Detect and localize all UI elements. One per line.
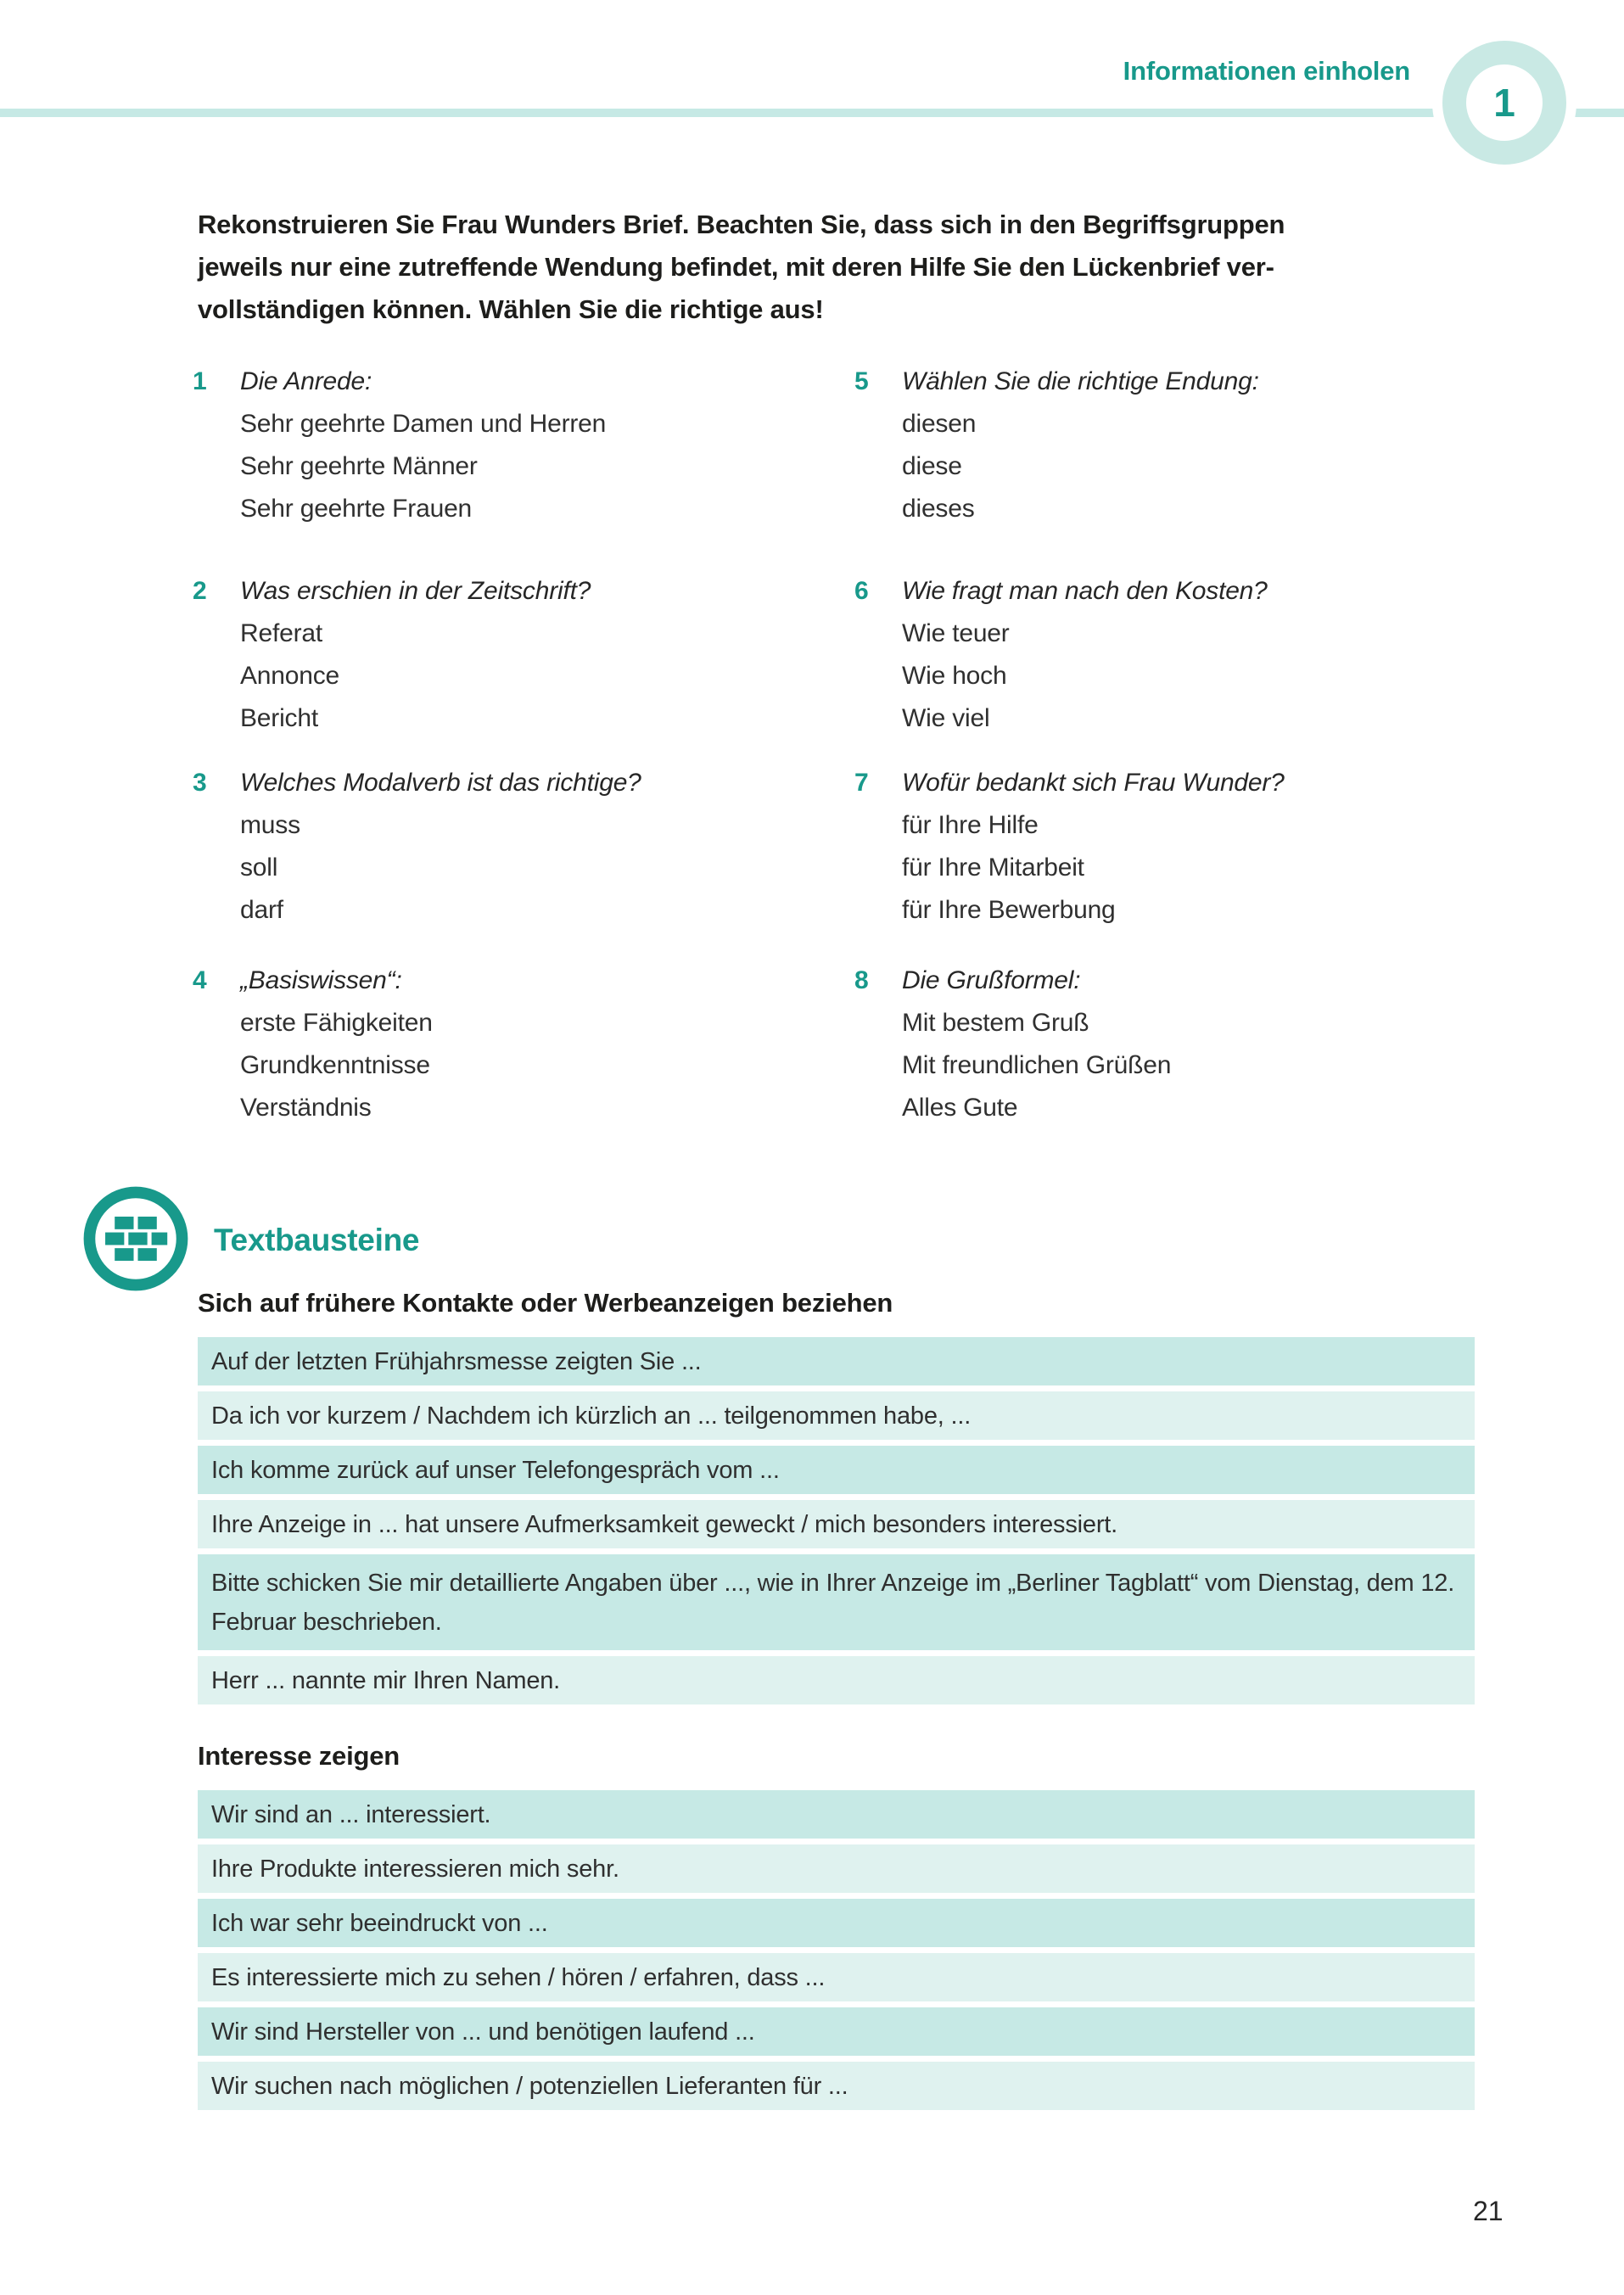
- task-instruction: [198, 204, 1504, 331]
- item-question: Wie fragt man nach den Kosten?: [902, 577, 1268, 605]
- item-option: dieses: [902, 495, 975, 523]
- item-question: „Basiswissen“:: [240, 966, 402, 994]
- item-option: Mit bestem Gruß: [902, 1009, 1089, 1037]
- phrase-row: Herr ... nannte mir Ihren Namen.: [198, 1656, 1475, 1704]
- item-question: Welches Modalverb ist das richtige?: [240, 769, 641, 797]
- item-option: Sehr geehrte Damen und Herren: [240, 410, 607, 438]
- item-number: 7: [854, 769, 869, 797]
- phrase-row: Es interessierte mich zu sehen / hören / erfahren, dass ...: [198, 1953, 1475, 2001]
- chapter-number-badge: [1442, 41, 1566, 165]
- item-number: 8: [854, 966, 869, 994]
- item-option: erste Fähigkeiten: [240, 1009, 433, 1037]
- phrase-row: Ich war sehr beeindruckt von ...: [198, 1899, 1475, 1947]
- exercise-item-7: [854, 762, 1285, 932]
- exercise-item-2: [193, 570, 591, 740]
- item-number: 4: [193, 966, 207, 994]
- header-band: [0, 109, 1624, 117]
- item-body: [240, 762, 641, 932]
- item-option: Wie viel: [902, 704, 990, 732]
- item-option: diese: [902, 452, 962, 480]
- phrase-row: Bitte schicken Sie mir detaillierte Angaben über ..., wie in Ihrer Anzeige im „Berliner Tagblatt“ vom Dienstag, dem 12. Februar beschrieben.: [198, 1554, 1475, 1650]
- item-number: 3: [193, 769, 207, 797]
- exercise-item-3: [193, 762, 641, 932]
- item-question: Wählen Sie die richtige Endung:: [902, 367, 1259, 395]
- item-number: 5: [854, 367, 869, 395]
- item-option: Wie teuer: [902, 619, 1010, 647]
- item-body: [240, 570, 591, 740]
- item-option: Referat: [240, 619, 322, 647]
- item-option: Annonce: [240, 662, 340, 690]
- item-number: 1: [193, 367, 207, 395]
- phrase-row: Ihre Produkte interessieren mich sehr.: [198, 1844, 1475, 1893]
- section-heading: Textbausteine: [214, 1223, 420, 1257]
- item-body: [902, 570, 1268, 740]
- phrase-row: Wir sind an ... interessiert.: [198, 1790, 1475, 1839]
- exercise-item-6: [854, 570, 1268, 740]
- item-question: Die Anrede:: [240, 367, 372, 395]
- phrase-group: [198, 1790, 1475, 2110]
- item-option: Verständnis: [240, 1094, 372, 1122]
- item-option: für Ihre Mitarbeit: [902, 854, 1084, 882]
- item-body: [902, 361, 1259, 530]
- phrase-row: Wir sind Hersteller von ... und benötigen laufend ...: [198, 2007, 1475, 2056]
- instruction-line: vollständigen können. Wählen Sie die richtige aus!: [198, 294, 824, 324]
- phrase-row: Ihre Anzeige in ... hat unsere Aufmerksamkeit geweckt / mich besonders interessiert.: [198, 1500, 1475, 1548]
- item-option: für Ihre Hilfe: [902, 811, 1039, 839]
- item-option: Wie hoch: [902, 662, 1007, 690]
- phrase-group-title: Sich auf frühere Kontakte oder Werbeanzeigen beziehen: [198, 1288, 893, 1318]
- item-option: Grundkenntnisse: [240, 1051, 430, 1079]
- item-option: darf: [240, 896, 283, 924]
- chapter-title: Informationen einholen: [1123, 56, 1410, 86]
- item-question: Die Grußformel:: [902, 966, 1081, 994]
- item-body: [902, 960, 1171, 1129]
- item-option: Sehr geehrte Männer: [240, 452, 478, 480]
- item-option: diesen: [902, 410, 977, 438]
- phrase-row: Da ich vor kurzem / Nachdem ich kürzlich an ... teilgenommen habe, ...: [198, 1391, 1475, 1440]
- item-option: für Ihre Bewerbung: [902, 896, 1116, 924]
- instruction-line: jeweils nur eine zutreffende Wendung befindet, mit deren Hilfe Sie den Lückenbrief ver-: [198, 252, 1274, 282]
- item-body: [240, 960, 433, 1129]
- item-number: 6: [854, 577, 869, 605]
- phrase-row: Wir suchen nach möglichen / potenziellen Lieferanten für ...: [198, 2062, 1475, 2110]
- item-question: Was erschien in der Zeitschrift?: [240, 577, 591, 605]
- chapter-number: 1: [1493, 81, 1515, 125]
- item-question: Wofür bedankt sich Frau Wunder?: [902, 769, 1285, 797]
- instruction-line: Rekonstruieren Sie Frau Wunders Brief. Beachten Sie, dass sich in den Begriffsgruppen: [198, 210, 1285, 239]
- phrase-row: Auf der letzten Frühjahrsmesse zeigten Sie ...: [198, 1337, 1475, 1385]
- exercise-item-5: [854, 361, 1259, 530]
- exercise-item-1: [193, 361, 606, 530]
- item-body: [902, 762, 1285, 932]
- phrase-group-title: Interesse zeigen: [198, 1741, 400, 1771]
- item-body: [240, 361, 606, 530]
- phrase-row: Ich komme zurück auf unser Telefongespräch vom ...: [198, 1446, 1475, 1494]
- item-option: Sehr geehrte Frauen: [240, 495, 473, 523]
- item-option: soll: [240, 854, 278, 882]
- page-number: 21: [1473, 2196, 1504, 2226]
- exercise-item-4: [193, 960, 433, 1129]
- phrase-group: [198, 1337, 1475, 1704]
- item-number: 2: [193, 577, 207, 605]
- item-option: Bericht: [240, 704, 318, 732]
- item-option: Alles Gute: [902, 1094, 1018, 1122]
- item-option: muss: [240, 811, 300, 839]
- exercise-item-8: [854, 960, 1171, 1129]
- bricks-icon: [83, 1186, 188, 1291]
- item-option: Mit freundlichen Grüßen: [902, 1051, 1172, 1079]
